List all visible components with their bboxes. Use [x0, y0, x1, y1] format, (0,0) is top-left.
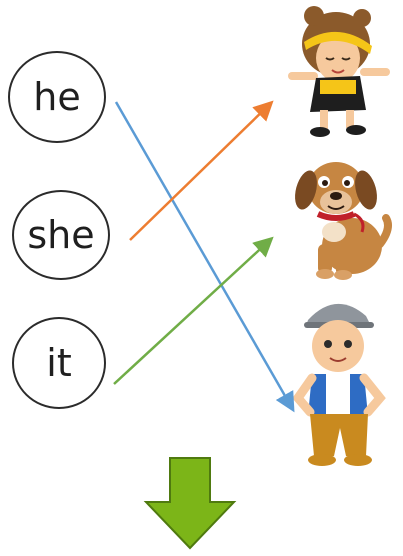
match-line-he-boy [116, 102, 292, 408]
pronoun-she[interactable]: she [12, 190, 110, 280]
match-line-she-girl [130, 104, 270, 240]
next-button[interactable] [142, 452, 238, 556]
pronoun-it[interactable]: it [12, 317, 106, 409]
match-line-it-dog [114, 240, 270, 384]
pronoun-he[interactable]: he [8, 51, 106, 143]
arrow-down-icon [142, 452, 238, 552]
